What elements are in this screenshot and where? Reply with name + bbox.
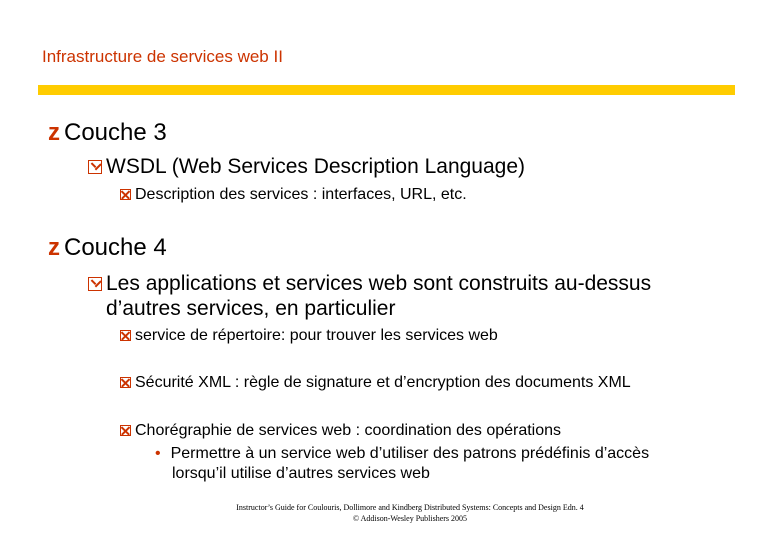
- item-applications: [88, 272, 651, 296]
- securite-text: Sécurité XML : règle de signature et d’encryption des documents XML: [135, 374, 631, 391]
- choregraphie-text: Chorégraphie de services web : coordination des opérations: [135, 422, 562, 439]
- point-permettre-line2: [172, 465, 430, 483]
- checkbox-x-bullet-icon: [120, 189, 131, 200]
- slide-title: Infrastructure de services web II: [42, 47, 283, 66]
- permettre-text-line2: lorsqu’il utilise d’autres services web: [172, 465, 430, 482]
- item-wsdl: [88, 155, 525, 179]
- z-bullet-icon: z: [48, 234, 60, 261]
- bullet-couche-4: [48, 234, 167, 262]
- z-bullet-icon: z: [48, 119, 60, 146]
- sub-repertoire: [120, 327, 498, 345]
- sub-securite: [120, 374, 631, 392]
- wsdl-text: WSDL (Web Services Description Language): [106, 155, 526, 178]
- footer-copyright: © Addison-Wesley Publishers 2005: [352, 514, 468, 523]
- point-permettre: [155, 445, 649, 463]
- description-text: Description des services : interfaces, URL, etc.: [135, 186, 467, 203]
- heading-couche-4: Couche 4: [64, 234, 167, 261]
- slide-footer: [230, 502, 590, 524]
- checkbox-y-bullet-icon: [88, 277, 102, 291]
- dot-bullet-icon: •: [155, 445, 161, 462]
- checkbox-x-bullet-icon: [120, 330, 131, 341]
- sub-choregraphie: [120, 422, 561, 440]
- bullet-couche-3: [48, 119, 167, 147]
- sub-description: [120, 186, 467, 204]
- footer-citation: Instructor’s Guide for Coulouris, Dollimore and Kindberg Distributed Systems: Concepts and Design Edn. 4: [236, 503, 584, 512]
- repertoire-text: service de répertoire: pour trouver les services web: [135, 327, 498, 344]
- checkbox-y-bullet-icon: [88, 160, 102, 174]
- checkbox-x-bullet-icon: [120, 425, 131, 436]
- applications-line2: [106, 297, 395, 321]
- checkbox-x-bullet-icon: [120, 377, 131, 388]
- applications-text-line1: Les applications et services web sont construits au-dessus: [106, 272, 652, 295]
- heading-couche-3: Couche 3: [64, 119, 167, 146]
- applications-text-line2: d’autres services, en particulier: [106, 297, 396, 320]
- permettre-text-line1: Permettre à un service web d’utiliser des patrons prédéfinis d’accès: [170, 445, 650, 462]
- title-underline-bar: [38, 85, 735, 95]
